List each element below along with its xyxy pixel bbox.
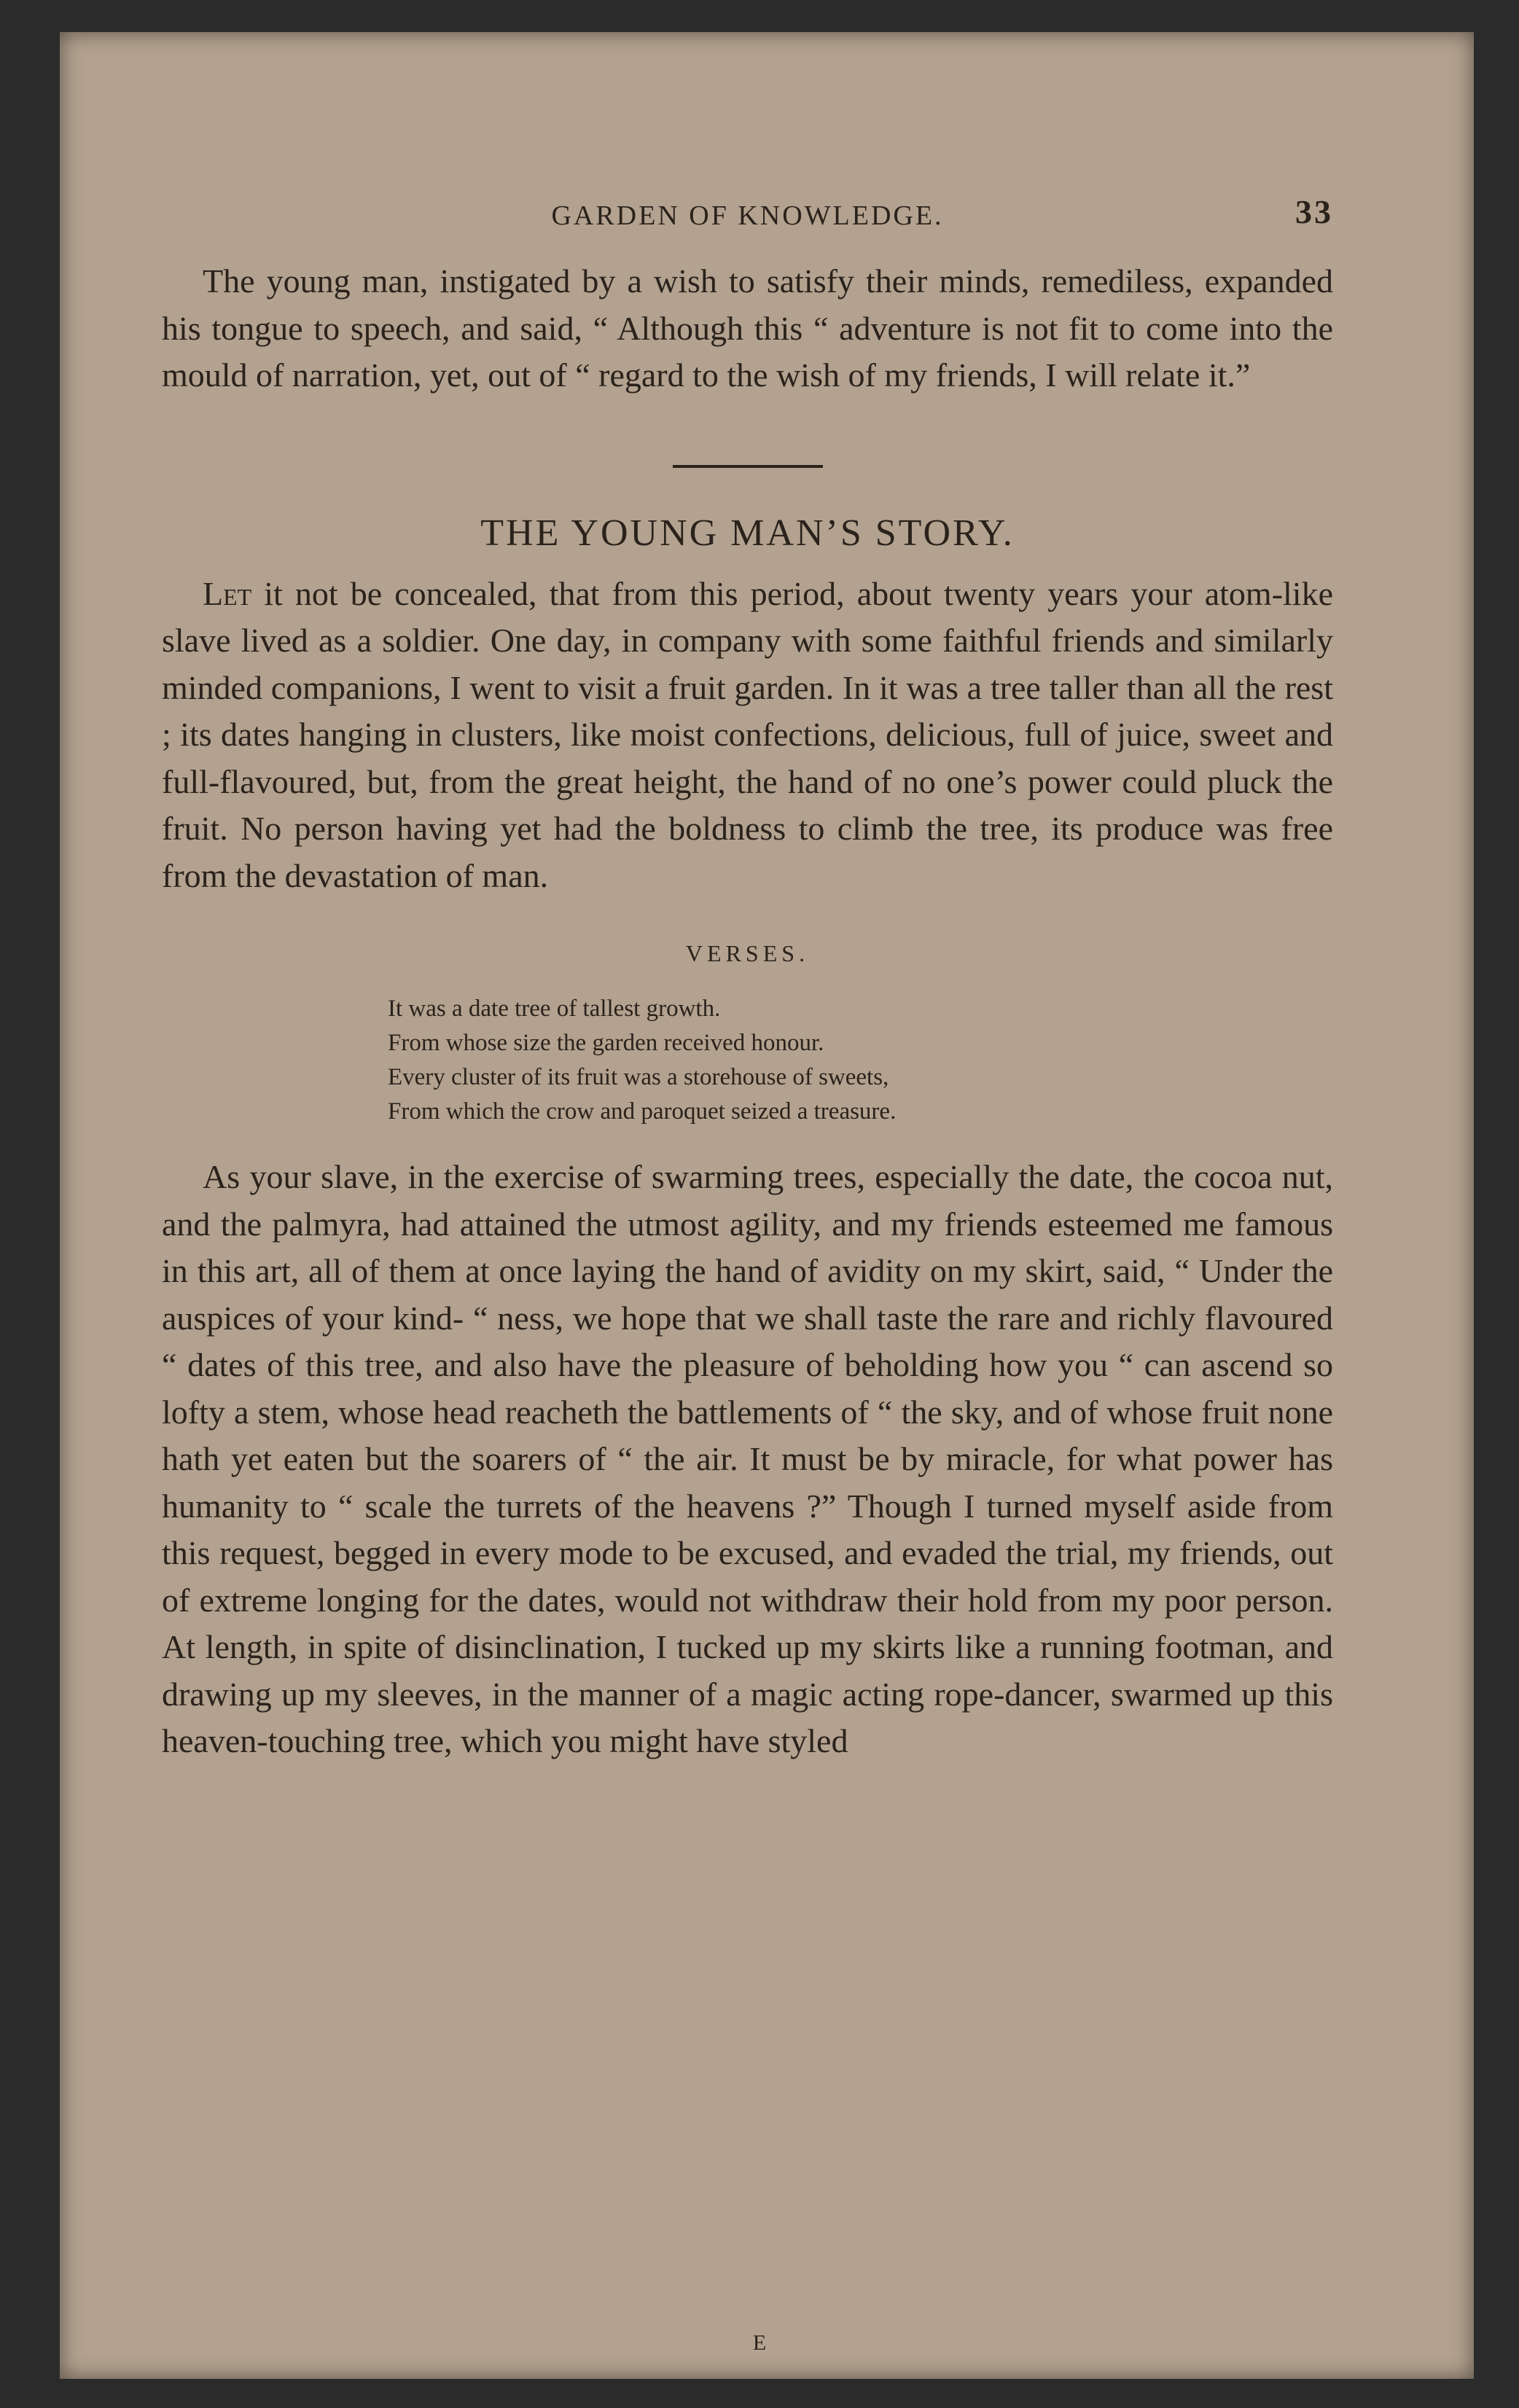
book-page — [60, 32, 1474, 2379]
section-heading: THE YOUNG MAN’S STORY. — [480, 512, 1015, 554]
story-paragraph — [162, 571, 1333, 900]
opening-word: Let — [203, 574, 252, 612]
narrative-paragraph: As your slave, in the exercise of swarming trees, especially the date, the cocoa nut, and the palmyra, had attained the utmost agility, and my friends esteemed me famous in this art, all of them at once laying the hand of avidity on my skirt, said, “ Under the auspices of your kind- “ ness, we hope that we shall taste the rare and richly flavoured “ dates of this tree, and also have the pleasure of beholding how you “ can ascend so lofty a stem, whose head reacheth the battlements of “ the sky, and of whose fruit none hath yet eaten but the soarers of “ the air. It must be by miracle, for what power has humanity to “ scale the turrets of the heavens ?” Though I turned myself aside from this request, begged in every mode to be excused, and evaded the trial, my friends, out of extreme longing for the dates, would not withdraw their hold from my poor person. At length, in spite of disinclination, I tucked up my skirts like a running footman, and drawing up my sleeves, in the manner of a magic acting rope-dancer, swarmed up this heaven-touching tree, which you might have styled — [162, 1158, 1333, 1759]
verses-heading: VERSES. — [685, 940, 810, 966]
verses-block — [388, 992, 1333, 1129]
verse-line: From whose size the garden received honour. — [388, 1030, 824, 1056]
running-head — [162, 193, 1333, 243]
verse-line: From which the crow and paroquet seized a treasure. — [388, 1098, 897, 1125]
page-number: 33 — [1295, 193, 1333, 230]
signature-mark: E — [752, 2331, 767, 2355]
verse-line: Every cluster of its fruit was a storehouse of sweets, — [388, 1064, 889, 1090]
page-content — [162, 193, 1333, 1765]
verse-line: It was a date tree of tallest growth. — [388, 996, 721, 1022]
intro-paragraph: The young man, instigated by a wish to satisfy their minds, remediless, expanded his tongue to speech, and said, “ Although this “ adventure is not fit to come into the mould of narration, yet, out of “ regard to the wish of my friends, I will relate it.” — [162, 262, 1333, 394]
story-paragraph-text: it not be concealed, that from this period, about twenty years your atom-like slave lived as a soldier. One day, in company with some faithful friends and similarly minded companions, I went to visit a fruit garden. In it was a tree taller than all the rest ; its dates hanging in clusters, like moist confections, delicious, full of juice, sweet and full-flavoured, but, from the great height, the hand of no one’s power could pluck the fruit. No person having yet had the boldness to climb the tree, its produce was free from the devastation of man. — [162, 574, 1333, 894]
section-divider — [673, 465, 823, 468]
running-title: GARDEN OF KNOWLEDGE. — [551, 200, 944, 231]
